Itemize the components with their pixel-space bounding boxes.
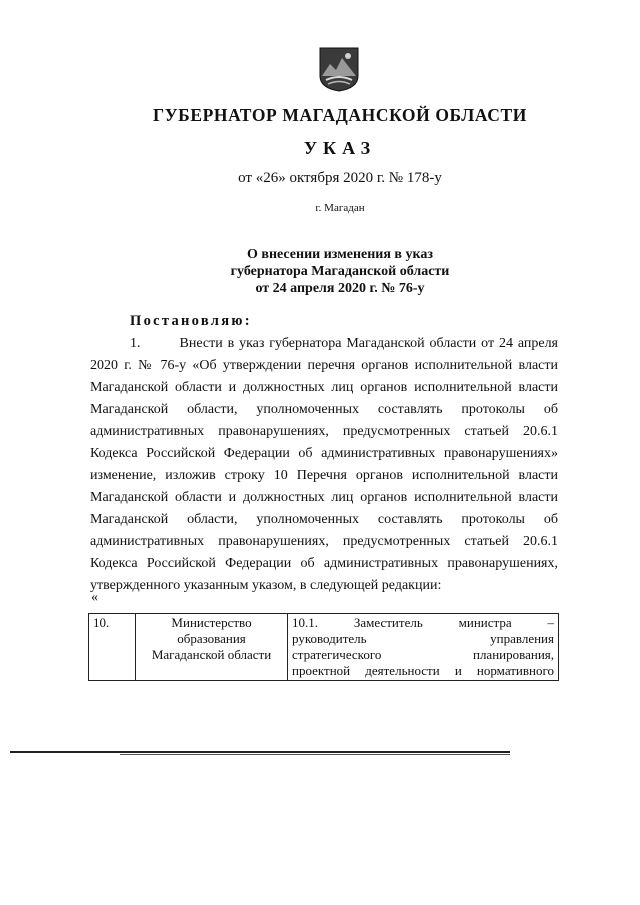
coat-of-arms-icon [318,46,360,92]
paragraph-line: изменение, изложив строку 10 Перечня органов исполнительной власти [90,468,558,483]
decree-date: от «26» октября 2020 г. № 178-у [238,170,442,186]
page-divider [10,751,510,753]
resolve-heading: Постановляю: [130,313,252,329]
page-divider-shadow [120,754,510,755]
official-cell [288,614,559,681]
paragraph-line: утвержденного указанным указом, в следующей редакции: [90,578,442,593]
organ-line: Министерство [171,615,252,630]
paragraph-line: административных правонарушениях, предусмотренных статьей 20.6.1 [90,424,558,439]
paragraph-line: 1. Внести в указ губернатора Магаданской области от 24 апреля [130,336,558,351]
paragraph-line: Магаданской области, уполномоченных составлять протоколы об [90,512,558,527]
official-line: стратегического планирования, [292,647,554,662]
document-type: УКАЗ [303,138,377,158]
paragraph-line: Кодекса Российской Федерации об административных правонарушениях, [90,556,558,571]
subject-line: О внесении изменения в указ [247,247,433,262]
official-line: проектной деятельности и нормативного [292,663,554,678]
paragraph-line: Магаданской области и должностных лиц органов исполнительной власти [90,490,558,505]
organ-line: Магаданской области [151,647,272,662]
paragraph-line: административных правонарушениях, предусмотренных статьей 20.6.1 [90,534,558,549]
open-quote: « [91,590,98,605]
table-row [89,614,559,681]
official-line: руководитель управления [292,631,554,646]
paragraph-line: 2020 г. № 76-у «Об утверждении перечня органов исполнительной власти [90,358,558,373]
authority-title: ГУБЕРНАТОР МАГАДАНСКОЙ ОБЛАСТИ [152,105,527,125]
subject-line: от 24 апреля 2020 г. № 76-у [255,281,425,296]
decree-subject [20,246,640,297]
paragraph-line: Кодекса Российской Федерации об административных правонарушениях» [90,446,558,461]
organ-cell [136,614,288,681]
organ-line: образования [177,631,246,646]
paragraph-line: Магаданской области, уполномоченных составлять протоколы об [90,402,558,417]
decree-city: г. Магадан [315,202,365,214]
paragraph-line: Магаданской области и должностных лиц органов исполнительной власти [90,380,558,395]
row-number-cell: 10. [89,614,136,681]
amendment-table [88,613,559,681]
subject-line: губернатора Магаданской области [230,264,450,279]
official-line: 10.1. Заместитель министра – [292,615,554,630]
paragraph-1 [90,333,558,597]
